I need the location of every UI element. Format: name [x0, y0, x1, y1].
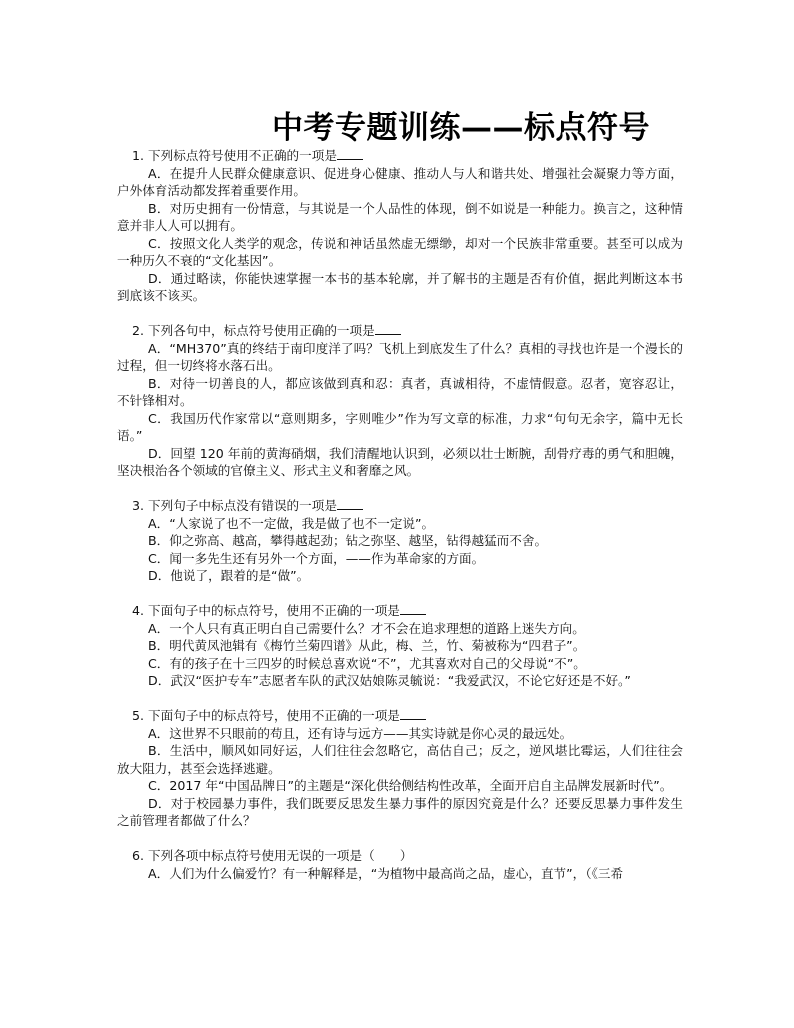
answer-option: D．武汉“医护专车”志愿者车队的武汉姑娘陈灵毓说：“我爱武汉，不论它好还是不好。”	[148, 673, 631, 688]
answer-option: B．对历史拥有一份情意，与其说是一个人品性的体现，倒不如说是一种能力。换言之，这种情意并非人人可以拥有。	[117, 200, 683, 233]
answer-blank	[375, 323, 401, 335]
question-stem	[117, 497, 683, 515]
question-block	[117, 847, 683, 882]
question-stem	[117, 707, 683, 725]
answer-option: A．人们为什么偏爱竹？有一种解释是，“为植物中最高尚之品，虚心，直节”，（《三希	[148, 865, 624, 881]
question-stem	[117, 322, 683, 340]
answer-option: C．有的孩子在十三四岁的时候总喜欢说“不”，尤其喜欢对自己的父母说“不”。	[148, 655, 586, 671]
answer-option: B．明代黄凤池辑有《梅竹兰菊四谱》从此，梅、兰，竹、菊被称为“四君子”。	[148, 638, 586, 653]
question-stem-text: 下列标点符号使用不正确的一项是	[148, 148, 337, 163]
answer-blank	[337, 498, 363, 510]
answer-blank	[337, 148, 363, 160]
answer-blank	[400, 708, 426, 720]
question-stem-text: 下列各句中，标点符号使用正确的一项是	[148, 323, 375, 338]
question-block	[117, 707, 683, 830]
question-stem	[117, 847, 683, 865]
document-title: 中考专题训练——标点符号	[272, 110, 650, 146]
question-number: 5.	[132, 708, 145, 723]
answer-option: D．通过略读，你能快速掌握一本书的基本轮廓，并了解书的主题是否有价值，据此判断这本书到底该不该买。	[117, 270, 683, 303]
answer-option: A．一个人只有真正明白自己需要什么？才不会在追求理想的道路上迷失方向。	[148, 620, 585, 636]
question-block	[117, 322, 683, 480]
answer-option: D．对于校园暴力事件，我们既要反思发生暴力事件的原因究竟是什么？还要反思暴力事件发生之前管理者都做了什么？	[117, 795, 683, 828]
answer-option: B．对待一切善良的人，都应该做到真和忍：真者，真诚相待，不虚情假意。忍者，宽容忍让，不针锋相对。	[117, 375, 683, 408]
answer-option: A．这世界不只眼前的苟且，还有诗与远方——其实诗就是你心灵的最远处。	[148, 725, 573, 741]
question-block	[117, 497, 683, 585]
answer-parentheses: （ ）	[362, 848, 413, 863]
answer-option: B．生活中，顺风如同好运，人们往往会忽略它，高估自己；反之，逆风堪比霉运，人们往往会放大阻力，甚至会选择逃避。	[117, 743, 683, 776]
question-stem-text: 下面句子中的标点符号，使用不正确的一项是	[148, 708, 400, 723]
question-block	[117, 602, 683, 690]
answer-option: A．“人家说了也不一定做，我是做了也不一定说”。	[148, 515, 435, 531]
question-number: 2.	[132, 323, 145, 338]
answer-option: D．回望 120 年前的黄海硝烟，我们清醒地认识到，必须以壮士断腕，刮骨疗毒的勇气和胆魄，坚决根治各个领域的官僚主义、形式主义和奢靡之风。	[117, 445, 683, 478]
answer-option: C．闻一多先生还有另外一个方面，——作为革命家的方面。	[148, 550, 485, 566]
answer-option: B．仰之弥高、越高，攀得越起劲；钻之弥坚、越坚，钻得越猛而不舍。	[148, 533, 548, 548]
question-list	[117, 147, 683, 900]
answer-option: D．他说了，跟着的是“做”。	[148, 568, 310, 583]
answer-blank	[400, 603, 426, 615]
question-stem-text: 下面句子中的标点符号，使用不正确的一项是	[148, 603, 400, 618]
answer-option: C．2017 年“中国品牌日”的主题是“深化供给侧结构性改革，全面开启自主品牌发展新时代”。	[148, 778, 673, 793]
answer-option: A．在提升人民群众健康意识、促进身心健康、推动人与人和谐共处、增强社会凝聚力等方面，户外体育活动都发挥着重要作用。	[117, 165, 683, 198]
question-number: 3.	[132, 498, 145, 513]
question-block	[117, 147, 683, 305]
question-stem	[117, 147, 683, 165]
question-number: 4.	[132, 603, 145, 618]
question-stem-text: 下列各项中标点符号使用无误的一项是	[148, 848, 363, 863]
answer-option: A．“MH370”真的终结于南印度洋了吗？飞机上到底发生了什么？真相的寻找也许是一个漫长的过程，但一切终将水落石出。	[117, 340, 683, 373]
answer-option: C．我国历代作家常以“意则期多，字则唯少”作为写文章的标准，力求“句句无余字，篇中无长语。”	[117, 410, 683, 443]
answer-option: C．按照文化人类学的观念，传说和神话虽然虚无缥缈，却对一个民族非常重要。甚至可以成为一种历久不衰的“文化基因”。	[117, 235, 683, 268]
question-stem	[117, 602, 683, 620]
question-stem-text: 下列句子中标点没有错误的一项是	[148, 498, 337, 513]
question-number: 6.	[132, 848, 145, 863]
question-number: 1.	[132, 148, 145, 163]
